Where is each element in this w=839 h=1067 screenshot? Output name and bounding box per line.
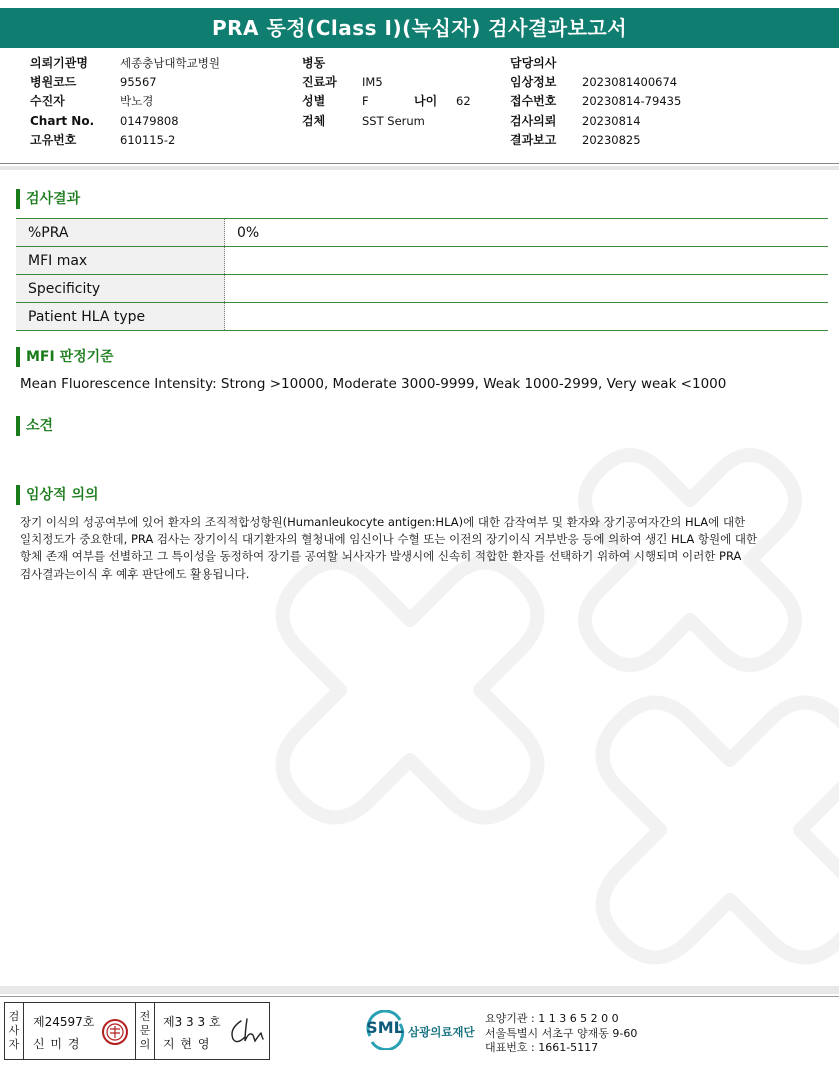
field-label: 담당의사 <box>510 56 557 70</box>
opinion-section-title: 소견 <box>16 416 53 436</box>
header-row <box>30 112 220 131</box>
specialist-number: 제3 3 3 호 <box>163 1015 221 1029</box>
header-row <box>510 54 681 73</box>
field-value: 박노경 <box>120 94 154 109</box>
specialist-name: 지 현 영 <box>163 1037 211 1051</box>
age-value: 62 <box>456 94 471 109</box>
field-label: 병원코드 <box>30 75 77 90</box>
clinical-section-title: 임상적 의의 <box>16 485 99 505</box>
ward-label: 병동 <box>302 56 326 70</box>
examiner-number: 제24597호 <box>33 1015 95 1029</box>
table-row <box>16 219 828 247</box>
examiner-label: 검 사 자 <box>5 1003 24 1059</box>
header-row <box>510 131 681 150</box>
result-key: MFI max <box>16 247 225 275</box>
dept-label: 진료과 <box>302 75 337 90</box>
footer-divider <box>0 996 839 997</box>
field-value: 610115-2 <box>120 132 176 147</box>
field-label: 접수번호 <box>510 94 557 109</box>
logo-text: SML <box>366 1018 404 1037</box>
examiner-seal-icon <box>100 1017 130 1047</box>
field-label: 고유번호 <box>30 132 77 147</box>
results-section-title: 검사결과 <box>16 189 80 209</box>
field-label: Chart No. <box>30 113 95 128</box>
field-label: 의뢰기관명 <box>30 56 88 70</box>
clinical-line: 장기 이식의 성공여부에 있어 환자의 조직적합성항원(Humanleukocyte antigen:HLA)에 대한 감작여부 및 환자와 장기공여자간의 HLA에 대한 <box>20 515 746 529</box>
field-value: 95567 <box>120 75 157 90</box>
signature-box <box>4 1002 270 1060</box>
field-label: 결과보고 <box>510 132 557 147</box>
clinical-line: 항체 존재 여부를 선별하고 그 특이성을 동정하여 장기를 공여할 뇌사자가 발생시에 신속히 적합한 환자를 선택하기 위하여 시행되며 이러한 PRA <box>20 549 742 564</box>
header-row <box>510 92 681 111</box>
header-info-middle <box>302 54 471 131</box>
table-row <box>16 247 828 275</box>
result-value <box>225 275 829 303</box>
header-info-left <box>30 54 220 150</box>
specialist-label: 전 문 의 <box>135 1003 155 1059</box>
org-info-line: 서울특별시 서초구 양재동 9-60 <box>485 1026 638 1040</box>
clinical-significance-text <box>20 514 810 583</box>
age-label: 나이 <box>414 94 438 109</box>
org-info <box>485 1012 637 1056</box>
header-row <box>30 54 220 73</box>
footer-band <box>0 986 839 994</box>
field-value: 20230814-79435 <box>582 94 682 109</box>
result-value <box>225 247 829 275</box>
org-logo <box>364 1010 406 1054</box>
field-label: 수진자 <box>30 94 65 109</box>
report-title: PRA 동정(Class I)(녹십자) 검사결과보고서 <box>0 8 839 48</box>
clinical-line: 검사결과는이식 후 예후 판단에도 활용됩니다. <box>20 566 250 581</box>
header-row <box>30 73 220 92</box>
header-info-right <box>510 54 681 150</box>
header-divider-shadow <box>0 166 839 170</box>
field-value: 세종충남대학교병원 <box>120 56 220 70</box>
dept-value: IM5 <box>362 75 383 90</box>
org-info-line: 대표번호 : 1661-5117 <box>485 1041 599 1054</box>
clinical-line: 일치정도가 중요한데, PRA 검사는 장기이식 대기환자의 혈청내에 임신이나 수혈 또는 이전의 장기이식 거부반응 등에 의하여 생긴 HLA 항원에 대한 <box>20 532 758 547</box>
header-row <box>302 54 471 73</box>
sex-label: 성별 <box>302 94 326 109</box>
field-label: 검사의뢰 <box>510 113 557 128</box>
header-row <box>510 112 681 131</box>
header-row <box>510 73 681 92</box>
header-row <box>302 73 471 92</box>
header-row <box>30 131 220 150</box>
org-name: 삼광의료재단 <box>408 1025 475 1039</box>
sex-value: F <box>362 94 369 109</box>
mfi-section-title: MFI 판정기준 <box>16 347 114 367</box>
result-key: Patient HLA type <box>16 303 225 331</box>
specimen-value: SST Serum <box>362 113 425 128</box>
result-key: %PRA <box>16 219 225 247</box>
header-row <box>302 112 471 131</box>
header-divider <box>0 163 839 164</box>
result-key: Specificity <box>16 275 225 303</box>
table-row <box>16 275 828 303</box>
examiner-name: 신 미 경 <box>33 1037 81 1051</box>
org-info-line: 요양기관 : 1 1 3 6 5 2 0 0 <box>485 1012 619 1025</box>
field-value: 2023081400674 <box>582 75 678 90</box>
result-value <box>225 303 829 331</box>
result-value: 0% <box>225 219 829 247</box>
table-row <box>16 303 828 331</box>
header-row <box>302 92 471 111</box>
field-label: 임상정보 <box>510 75 557 90</box>
field-value: 01479808 <box>120 113 179 128</box>
header-row <box>30 92 220 111</box>
field-value: 20230814 <box>582 113 641 128</box>
mfi-criteria-text: Mean Fluorescence Intensity: Strong >10000, Moderate 3000-9999, Weak 1000-2999, Very weak <1000 <box>20 376 727 392</box>
specialist-signature-icon <box>227 1015 267 1047</box>
field-value: 20230825 <box>582 132 641 147</box>
specimen-label: 검체 <box>302 113 326 128</box>
results-table <box>16 218 828 331</box>
